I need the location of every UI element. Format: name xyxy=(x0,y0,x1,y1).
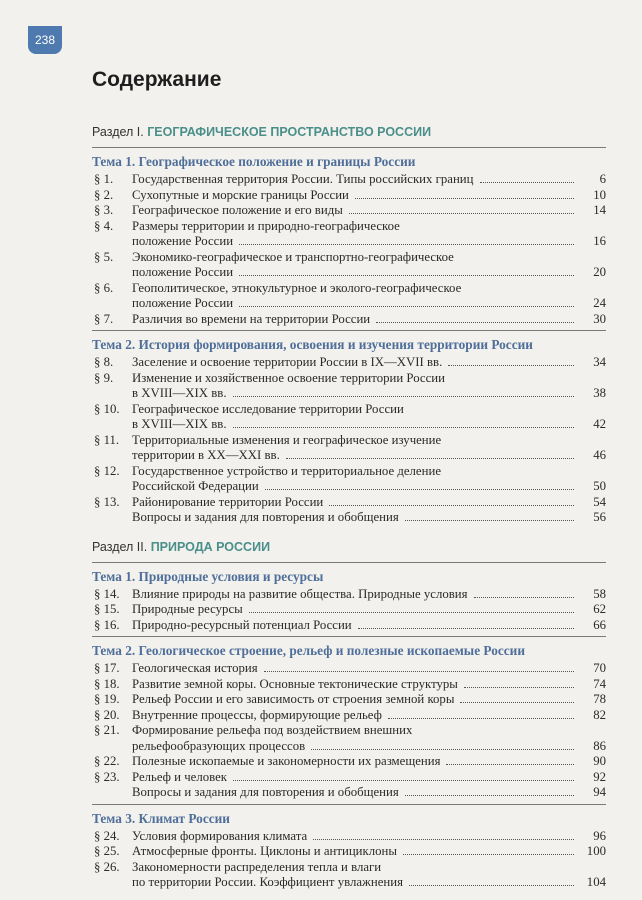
dot-leader xyxy=(460,702,574,703)
entry-body xyxy=(132,203,606,219)
paragraph-number: § 19. xyxy=(94,692,120,706)
entry-body xyxy=(132,860,606,891)
page-ref: 54 xyxy=(593,494,606,509)
dot-leader xyxy=(311,749,574,750)
paragraph-number: § 16. xyxy=(94,617,120,632)
entry-body xyxy=(132,677,606,693)
toc-entry xyxy=(92,188,606,204)
entry-text: Закономерности распределения тепла и влаги xyxy=(132,859,382,874)
entry-body xyxy=(132,219,606,250)
entry-line xyxy=(132,464,606,480)
entry-text: по территории России. Коэффициент увлажнения xyxy=(132,875,403,889)
page-ref: 30 xyxy=(593,311,606,326)
entry-line xyxy=(132,785,606,801)
dot-leader xyxy=(405,795,574,796)
entry-text: в XVIII—XIX вв. xyxy=(132,417,227,431)
entry-line xyxy=(132,371,606,387)
dot-leader xyxy=(405,520,574,521)
entry-line xyxy=(132,296,606,312)
topic-title: Тема 2. Геологическое строение, рельеф и полезные ископаемые России xyxy=(92,643,525,658)
page-ref: 78 xyxy=(593,692,606,706)
toc-entry xyxy=(92,587,606,603)
paragraph-number: § 1. xyxy=(94,172,114,186)
dot-leader xyxy=(403,854,574,855)
topic-rule xyxy=(92,804,606,805)
entry-line xyxy=(132,602,606,618)
paragraph-number xyxy=(92,510,132,526)
entry-text: положение России xyxy=(132,234,234,248)
entry-text: положение России xyxy=(132,265,234,279)
paragraph-number: § 24. xyxy=(94,828,120,843)
entry-text: Развитие земной коры. Основные тектонические структуры xyxy=(132,676,458,691)
page-ref: 96 xyxy=(593,828,606,843)
page-ref: 58 xyxy=(593,586,606,601)
entry-line xyxy=(132,250,606,266)
entry-body xyxy=(132,770,606,786)
entry-line xyxy=(132,860,606,876)
entry-line xyxy=(132,708,606,724)
dot-leader xyxy=(480,182,575,183)
entry-line xyxy=(132,281,606,297)
section-name: ГЕОГРАФИЧЕСКОЕ ПРОСТРАНСТВО РОССИИ xyxy=(147,125,432,139)
dot-leader xyxy=(464,687,574,688)
dot-leader xyxy=(233,780,574,781)
entry-body xyxy=(132,829,606,845)
page-ref: 24 xyxy=(593,296,606,310)
entry-body xyxy=(132,188,606,204)
entry-line xyxy=(132,433,606,449)
entry-text: Влияние природы на развитие общества. Природные условия xyxy=(132,586,468,601)
entry-text: Геологическая история xyxy=(132,661,258,675)
dot-leader xyxy=(329,505,574,506)
entry-text: положение России xyxy=(132,296,234,310)
entry-text: в XVIII—XIX вв. xyxy=(132,386,227,400)
entry-body xyxy=(132,312,606,328)
entry-body xyxy=(132,464,606,495)
entry-text: Сухопутные и морские границы России xyxy=(132,187,349,202)
toc-entry xyxy=(92,433,606,464)
page-ref: 14 xyxy=(593,203,606,217)
toc-entry xyxy=(92,172,606,188)
entry-line xyxy=(132,844,606,860)
entry-text: Условия формирования климата xyxy=(132,828,308,843)
topic-title: Тема 2. История формирования, освоения и изучения территории России xyxy=(92,337,533,352)
entry-line xyxy=(132,829,606,845)
entry-text: Заселение и освоение территории России в IX—XVII вв. xyxy=(132,355,443,369)
toc-entry xyxy=(92,677,606,693)
table-of-contents xyxy=(92,124,606,894)
topic-rule xyxy=(92,636,606,637)
paragraph-number: § 21. xyxy=(94,723,120,737)
entry-line xyxy=(132,203,606,219)
paragraph-number: § 3. xyxy=(94,203,114,217)
entry-line xyxy=(132,219,606,235)
entry-line xyxy=(132,234,606,250)
paragraph-number: § 12. xyxy=(94,463,120,478)
section-prefix: Раздел I. xyxy=(92,125,148,139)
paragraph-number: § 26. xyxy=(94,859,120,874)
toc-entry xyxy=(92,510,606,526)
page-ref: 20 xyxy=(593,265,606,279)
entry-text: Рельеф и человек xyxy=(132,769,227,784)
entry-line xyxy=(132,587,606,603)
page-ref: 92 xyxy=(593,769,606,784)
toc-entry xyxy=(92,723,606,754)
toc-entry xyxy=(92,770,606,786)
page-ref: 86 xyxy=(593,738,606,753)
entry-body xyxy=(132,692,606,708)
entry-body xyxy=(132,602,606,618)
toc-entry xyxy=(92,281,606,312)
entry-line xyxy=(132,172,606,188)
paragraph-number: § 13. xyxy=(94,494,120,509)
entry-line xyxy=(132,386,606,402)
entry-body xyxy=(132,708,606,724)
toc-entry xyxy=(92,250,606,281)
toc-entry xyxy=(92,402,606,433)
dot-leader xyxy=(313,839,574,840)
entry-body xyxy=(132,723,606,754)
dot-leader xyxy=(474,597,574,598)
entry-text: Территориальные изменения и географическое изучение xyxy=(132,432,442,447)
paragraph-number: § 22. xyxy=(94,754,120,768)
entry-text: рельефообразующих процессов xyxy=(132,738,306,753)
entry-text: Вопросы и задания для повторения и обобщения xyxy=(132,510,399,524)
paragraph-number: § 23. xyxy=(94,769,120,784)
page-ref: 16 xyxy=(593,234,606,248)
entry-body xyxy=(132,402,606,433)
section-name: ПРИРОДА РОССИИ xyxy=(150,539,271,554)
entry-text: Экономико-географическое и транспортно-географическое xyxy=(132,249,454,264)
toc-entry xyxy=(92,219,606,250)
dot-leader xyxy=(349,213,574,214)
page-ref: 82 xyxy=(593,707,606,722)
page-ref: 38 xyxy=(593,386,606,400)
page-ref: 94 xyxy=(593,785,606,799)
entry-text: Географическое исследование территории России xyxy=(132,401,404,416)
entry-body xyxy=(132,433,606,464)
page-number-badge: 238 xyxy=(28,26,62,54)
entry-line xyxy=(132,265,606,281)
toc-entry xyxy=(92,602,606,618)
entry-body xyxy=(132,281,606,312)
entry-line xyxy=(132,677,606,693)
entry-line xyxy=(132,739,606,755)
entry-body xyxy=(132,844,606,860)
page-ref: 6 xyxy=(599,172,606,186)
entry-line xyxy=(132,188,606,204)
paragraph-number: § 5. xyxy=(94,249,114,264)
page-ref: 100 xyxy=(586,844,606,858)
entry-text: Атмосферные фронты. Циклоны и антициклоны xyxy=(132,844,397,858)
entry-body xyxy=(132,661,606,677)
toc-entry xyxy=(92,844,606,860)
section-prefix: Раздел II. xyxy=(92,539,151,554)
page-ref: 34 xyxy=(593,355,606,369)
toc-entry xyxy=(92,785,606,801)
entry-text: Изменение и хозяйственное освоение территории России xyxy=(132,370,445,385)
dot-leader xyxy=(249,612,574,613)
entry-text: Вопросы и задания для повторения и обобщения xyxy=(132,785,399,799)
entry-text: Государственная территория России. Типы российских границ xyxy=(132,172,474,186)
entry-text: Внутренние процессы, формирующие рельеф xyxy=(132,707,382,722)
entry-text: Различия во времени на территории России xyxy=(132,311,371,326)
entry-body xyxy=(132,618,606,634)
dot-leader xyxy=(264,671,574,672)
paragraph-number: § 11. xyxy=(94,432,120,447)
entry-text: Природно-ресурсный потенциал России xyxy=(132,617,352,632)
toc-entry xyxy=(92,495,606,511)
toc-entry xyxy=(92,754,606,770)
entry-body xyxy=(132,587,606,603)
dot-leader xyxy=(265,489,574,490)
entry-text: Формирование рельефа под воздействием внешних xyxy=(132,723,413,737)
page-ref: 104 xyxy=(586,875,606,889)
paragraph-number: § 4. xyxy=(94,218,114,233)
section-heading xyxy=(92,124,606,140)
dot-leader xyxy=(233,427,574,428)
toc-entry xyxy=(92,708,606,724)
entry-text: Геополитическое, этнокультурное и эколого-географическое xyxy=(132,280,462,295)
entry-line xyxy=(132,692,606,708)
page-ref: 70 xyxy=(593,661,606,675)
entry-line xyxy=(132,754,606,770)
topic-rule xyxy=(92,330,606,331)
dot-leader xyxy=(409,885,574,886)
toc-entry xyxy=(92,355,606,371)
topic-rule xyxy=(92,147,606,148)
page-ref: 66 xyxy=(593,617,606,632)
page-ref: 90 xyxy=(593,754,606,768)
dot-leader xyxy=(286,458,574,459)
entry-body xyxy=(132,355,606,371)
dot-leader xyxy=(358,628,574,629)
paragraph-number: § 18. xyxy=(94,676,120,691)
toc-entry xyxy=(92,371,606,402)
paragraph-number: § 2. xyxy=(94,187,114,202)
page-ref: 42 xyxy=(593,417,606,431)
entry-text: Размеры территории и природно-географическое xyxy=(132,218,400,233)
entry-text: Рельеф России и его зависимость от строения земной коры xyxy=(132,692,455,706)
topic-title: Тема 1. Природные условия и ресурсы xyxy=(92,568,324,584)
paragraph-number: § 9. xyxy=(94,370,114,385)
entry-text: Природные ресурсы xyxy=(132,602,243,616)
page-ref: 74 xyxy=(593,676,606,691)
entry-body xyxy=(132,172,606,188)
toc-entry xyxy=(92,618,606,634)
page-title: Содержание xyxy=(92,68,222,91)
entry-line xyxy=(132,312,606,328)
page-ref: 62 xyxy=(593,602,606,616)
dot-leader xyxy=(239,306,574,307)
dot-leader xyxy=(448,365,574,366)
entry-line xyxy=(132,448,606,464)
page-ref: 56 xyxy=(593,510,606,524)
entry-line xyxy=(132,479,606,495)
topic-rule xyxy=(92,562,606,563)
toc-entry xyxy=(92,203,606,219)
entry-body xyxy=(132,371,606,402)
paragraph-number: § 25. xyxy=(94,844,120,858)
section-heading xyxy=(92,539,606,555)
entry-line xyxy=(132,355,606,371)
page-ref: 50 xyxy=(593,479,606,493)
dot-leader xyxy=(233,396,574,397)
entry-body xyxy=(132,785,606,801)
toc-entry xyxy=(92,464,606,495)
paragraph-number: § 7. xyxy=(94,311,114,326)
entry-line xyxy=(132,770,606,786)
dot-leader xyxy=(239,244,574,245)
entry-text: Полезные ископаемые и закономерности их размещения xyxy=(132,754,441,768)
entry-line xyxy=(132,510,606,526)
paragraph-number: § 20. xyxy=(94,707,120,722)
dot-leader xyxy=(239,275,574,276)
entry-text: Государственное устройство и территориальное деление xyxy=(132,463,441,478)
entry-body xyxy=(132,510,606,526)
entry-body xyxy=(132,250,606,281)
toc-entry xyxy=(92,661,606,677)
entry-line xyxy=(132,875,606,891)
toc-entry xyxy=(92,829,606,845)
entry-text: Российской Федерации xyxy=(132,479,259,493)
paragraph-number: § 10. xyxy=(94,401,120,416)
paragraph-number: § 14. xyxy=(94,586,120,601)
entry-line xyxy=(132,661,606,677)
entry-body xyxy=(132,495,606,511)
paragraph-number: § 17. xyxy=(94,661,120,675)
topic-title: Тема 3. Климат России xyxy=(92,810,230,826)
page-ref: 46 xyxy=(593,448,606,462)
topic-title: Тема 1. Географическое положение и границы России xyxy=(92,154,416,169)
entry-line xyxy=(132,495,606,511)
entry-text: территории в XX—XXI вв. xyxy=(132,448,280,462)
entry-line xyxy=(132,618,606,634)
toc-entry xyxy=(92,860,606,891)
dot-leader xyxy=(388,718,574,719)
paragraph-number xyxy=(92,785,132,801)
toc-entry xyxy=(92,692,606,708)
entry-line xyxy=(132,402,606,418)
entry-line xyxy=(132,417,606,433)
page-ref: 10 xyxy=(593,187,606,202)
paragraph-number: § 6. xyxy=(94,280,114,295)
entry-body xyxy=(132,754,606,770)
paragraph-number: § 15. xyxy=(94,602,120,616)
toc-entry xyxy=(92,312,606,328)
dot-leader xyxy=(355,198,574,199)
dot-leader xyxy=(446,764,574,765)
entry-text: Географическое положение и его виды xyxy=(132,203,343,217)
paragraph-number: § 8. xyxy=(94,355,114,369)
entry-line xyxy=(132,723,606,739)
entry-text: Районирование территории России xyxy=(132,494,324,509)
dot-leader xyxy=(376,322,574,323)
